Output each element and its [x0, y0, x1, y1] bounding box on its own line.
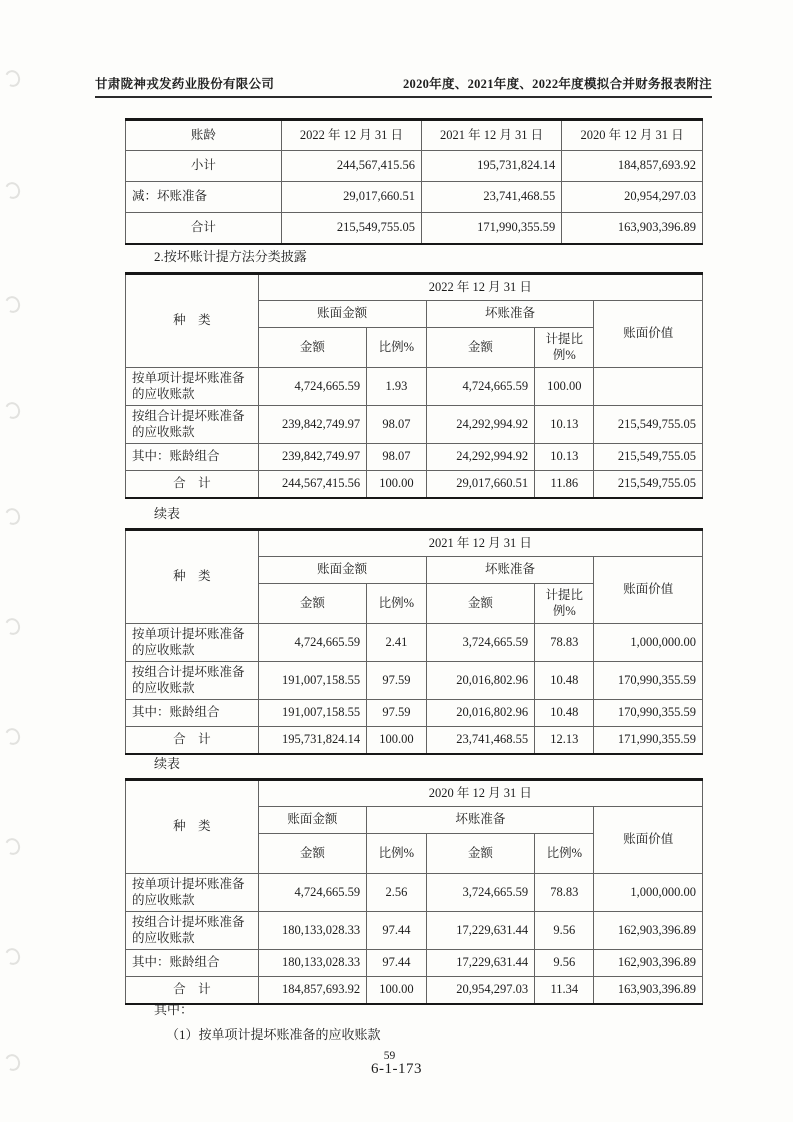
cell-provision-ratio: 78.83	[535, 874, 594, 912]
sub-item-heading: （1）按单项计提坏账准备的应收账款	[166, 1027, 381, 1042]
sub-col-amount: 金额	[426, 584, 534, 624]
method-table-2022-wrap	[125, 272, 703, 499]
col-header-date: 2021 年 12 月 31 日	[258, 530, 702, 557]
cell-2022: 215,549,755.05	[281, 213, 421, 244]
col-header-category: 种 类	[126, 530, 259, 624]
cell-2021: 23,741,468.55	[421, 182, 561, 213]
aging-col-header: 账龄	[126, 120, 282, 151]
cell-amount: 4,724,665.59	[258, 874, 366, 912]
aging-table-wrap	[125, 118, 703, 245]
row-label: 合 计	[126, 977, 259, 1004]
table-row	[126, 444, 703, 471]
continued-label: 续表	[154, 506, 181, 521]
cell-provision: 24,292,994.92	[426, 444, 534, 471]
cell-book-value: 215,549,755.05	[594, 444, 703, 471]
binding-hole-mark	[3, 180, 23, 201]
cell-amount: 239,842,749.97	[258, 406, 366, 444]
method-table-2020-wrap	[125, 778, 703, 1005]
cell-amount: 180,133,028.33	[258, 912, 366, 950]
method-table-2021	[125, 528, 703, 755]
cell-2022: 29,017,660.51	[281, 182, 421, 213]
sub-col-ratio: 比例%	[367, 834, 426, 874]
col-header-bad-debt-provision: 坏账准备	[426, 301, 594, 328]
sub-col-amount: 金额	[258, 328, 366, 368]
sub-col-provision-ratio: 计提比例%	[535, 328, 594, 368]
method-table-2021-wrap	[125, 528, 703, 755]
cell-ratio: 2.41	[367, 624, 426, 662]
binding-hole-mark	[3, 946, 23, 967]
cell-amount: 191,007,158.55	[258, 662, 366, 700]
col-header-book-amount: 账面金额	[258, 557, 426, 584]
row-label: 按组合计提坏账准备的应收账款	[126, 406, 259, 444]
row-label: 减：坏账准备	[126, 182, 282, 213]
row-label: 其中：账龄组合	[126, 700, 259, 727]
cell-book-value: 162,903,396.89	[594, 912, 703, 950]
cell-ratio: 97.44	[367, 912, 426, 950]
cell-book-value: 1,000,000.00	[594, 624, 703, 662]
row-label: 小计	[126, 151, 282, 182]
company-name: 甘肃陇神戎发药业股份有限公司	[95, 77, 275, 91]
method-table-2020	[125, 778, 703, 1005]
cell-2020: 184,857,693.92	[562, 151, 703, 182]
page-number: 59	[383, 1050, 396, 1062]
cell-provision-ratio: 10.13	[535, 406, 594, 444]
table-row	[126, 213, 703, 244]
cell-provision: 3,724,665.59	[426, 624, 534, 662]
sub-col-provision-ratio: 计提比例%	[535, 584, 594, 624]
row-label: 按组合计提坏账准备的应收账款	[126, 912, 259, 950]
cell-book-value: 1,000,000.00	[594, 874, 703, 912]
binding-hole-mark	[3, 616, 23, 637]
cell-amount: 239,842,749.97	[258, 444, 366, 471]
cell-amount: 244,567,415.56	[258, 471, 366, 498]
page-footer	[0, 1050, 793, 1078]
col-header-book-value: 账面价值	[594, 557, 703, 624]
cell-ratio: 98.07	[367, 406, 426, 444]
cell-amount: 184,857,693.92	[258, 977, 366, 1004]
cell-book-value: 170,990,355.59	[594, 700, 703, 727]
cell-amount: 195,731,824.14	[258, 727, 366, 754]
section-heading: 2.按坏账计提方法分类披露	[154, 249, 307, 264]
cell-provision: 29,017,660.51	[426, 471, 534, 498]
cell-provision-ratio: 9.56	[535, 950, 594, 977]
table-row	[126, 368, 703, 406]
sub-col-amount: 金额	[426, 834, 534, 874]
aging-col-2022-header: 2022 年 12 月 31 日	[281, 120, 421, 151]
row-label: 按单项计提坏账准备的应收账款	[126, 624, 259, 662]
col-header-book-value: 账面价值	[594, 807, 703, 874]
col-header-category: 种 类	[126, 274, 259, 368]
cell-provision: 23,741,468.55	[426, 727, 534, 754]
row-label: 合 计	[126, 471, 259, 498]
cell-provision-ratio: 11.34	[535, 977, 594, 1004]
table-row	[126, 151, 703, 182]
sub-col-ratio: 比例%	[367, 584, 426, 624]
header-row-date	[126, 274, 703, 301]
aging-header-row	[126, 120, 703, 151]
table-row	[126, 624, 703, 662]
cell-provision: 20,016,802.96	[426, 700, 534, 727]
cell-provision: 20,954,297.03	[426, 977, 534, 1004]
cell-2020: 163,903,396.89	[562, 213, 703, 244]
table-row	[126, 182, 703, 213]
cell-provision: 3,724,665.59	[426, 874, 534, 912]
cell-amount: 4,724,665.59	[258, 624, 366, 662]
row-label: 按单项计提坏账准备的应收账款	[126, 874, 259, 912]
col-header-book-amount: 账面金额	[258, 301, 426, 328]
cell-book-value: 215,549,755.05	[594, 406, 703, 444]
report-title: 2020年度、2021年度、2022年度模拟合并财务报表附注	[402, 77, 712, 91]
table-row	[126, 700, 703, 727]
cell-ratio: 100.00	[367, 977, 426, 1004]
aging-col-2021-header: 2021 年 12 月 31 日	[421, 120, 561, 151]
cell-provision: 20,016,802.96	[426, 662, 534, 700]
aging-col-2020-header: 2020 年 12 月 31 日	[562, 120, 703, 151]
aging-table	[125, 118, 703, 245]
sub-col-provision-ratio: 比例%	[535, 834, 594, 874]
row-label: 按组合计提坏账准备的应收账款	[126, 662, 259, 700]
sub-col-amount: 金额	[258, 584, 366, 624]
binding-hole-mark	[3, 836, 23, 857]
col-header-date: 2022 年 12 月 31 日	[258, 274, 702, 301]
table-row	[126, 950, 703, 977]
cell-amount: 4,724,665.59	[258, 368, 366, 406]
cell-amount: 180,133,028.33	[258, 950, 366, 977]
cell-2021: 195,731,824.14	[421, 151, 561, 182]
binding-hole-mark	[3, 400, 23, 421]
cell-book-value: 162,903,396.89	[594, 950, 703, 977]
header-row-date	[126, 530, 703, 557]
col-header-book-amount: 账面金额	[258, 807, 366, 834]
header-row-date	[126, 780, 703, 807]
cell-provision-ratio: 9.56	[535, 912, 594, 950]
continued-label: 续表	[154, 756, 181, 771]
col-header-date: 2020 年 12 月 31 日	[258, 780, 702, 807]
binding-hole-mark	[3, 726, 23, 747]
col-header-bad-debt-provision: 坏账准备	[367, 807, 594, 834]
cell-book-value: 171,990,355.59	[594, 727, 703, 754]
among-which-label: 其中：	[154, 1002, 194, 1017]
cell-ratio: 100.00	[367, 727, 426, 754]
cell-book-value: 215,549,755.05	[594, 471, 703, 498]
page-code: 6-1-173	[371, 1061, 422, 1078]
cell-provision-ratio: 11.86	[535, 471, 594, 498]
cell-provision: 4,724,665.59	[426, 368, 534, 406]
cell-ratio: 97.59	[367, 700, 426, 727]
row-label: 其中：账龄组合	[126, 444, 259, 471]
table-row-total	[126, 727, 703, 754]
cell-provision-ratio: 100.00	[535, 368, 594, 406]
cell-ratio: 1.93	[367, 368, 426, 406]
cell-provision-ratio: 78.83	[535, 624, 594, 662]
binding-hole-mark	[3, 68, 23, 89]
cell-2021: 171,990,355.59	[421, 213, 561, 244]
col-header-bad-debt-provision: 坏账准备	[426, 557, 594, 584]
table-row-total	[126, 471, 703, 498]
cell-book-value: 163,903,396.89	[594, 977, 703, 1004]
cell-provision-ratio: 12.13	[535, 727, 594, 754]
cell-ratio: 98.07	[367, 444, 426, 471]
row-label: 其中：账龄组合	[126, 950, 259, 977]
table-row	[126, 406, 703, 444]
row-label: 合 计	[126, 727, 259, 754]
cell-book-value	[594, 368, 703, 406]
binding-hole-mark	[3, 506, 23, 527]
sub-col-amount: 金额	[258, 834, 366, 874]
cell-provision: 17,229,631.44	[426, 912, 534, 950]
table-row	[126, 912, 703, 950]
cell-ratio: 97.59	[367, 662, 426, 700]
cell-provision: 24,292,994.92	[426, 406, 534, 444]
cell-2022: 244,567,415.56	[281, 151, 421, 182]
col-header-category: 种 类	[126, 780, 259, 874]
cell-amount: 191,007,158.55	[258, 700, 366, 727]
row-label: 合计	[126, 213, 282, 244]
cell-ratio: 2.56	[367, 874, 426, 912]
table-row-total	[126, 977, 703, 1004]
cell-provision: 17,229,631.44	[426, 950, 534, 977]
cell-provision-ratio: 10.13	[535, 444, 594, 471]
table-row	[126, 662, 703, 700]
sub-col-amount: 金额	[426, 328, 534, 368]
row-label: 按单项计提坏账准备的应收账款	[126, 368, 259, 406]
cell-ratio: 97.44	[367, 950, 426, 977]
cell-provision-ratio: 10.48	[535, 662, 594, 700]
table-row	[126, 874, 703, 912]
cell-2020: 20,954,297.03	[562, 182, 703, 213]
cell-ratio: 100.00	[367, 471, 426, 498]
binding-hole-mark	[3, 294, 23, 315]
page-header	[95, 74, 712, 98]
sub-col-ratio: 比例%	[367, 328, 426, 368]
cell-provision-ratio: 10.48	[535, 700, 594, 727]
method-table-2022	[125, 272, 703, 499]
col-header-book-value: 账面价值	[594, 301, 703, 368]
cell-book-value: 170,990,355.59	[594, 662, 703, 700]
